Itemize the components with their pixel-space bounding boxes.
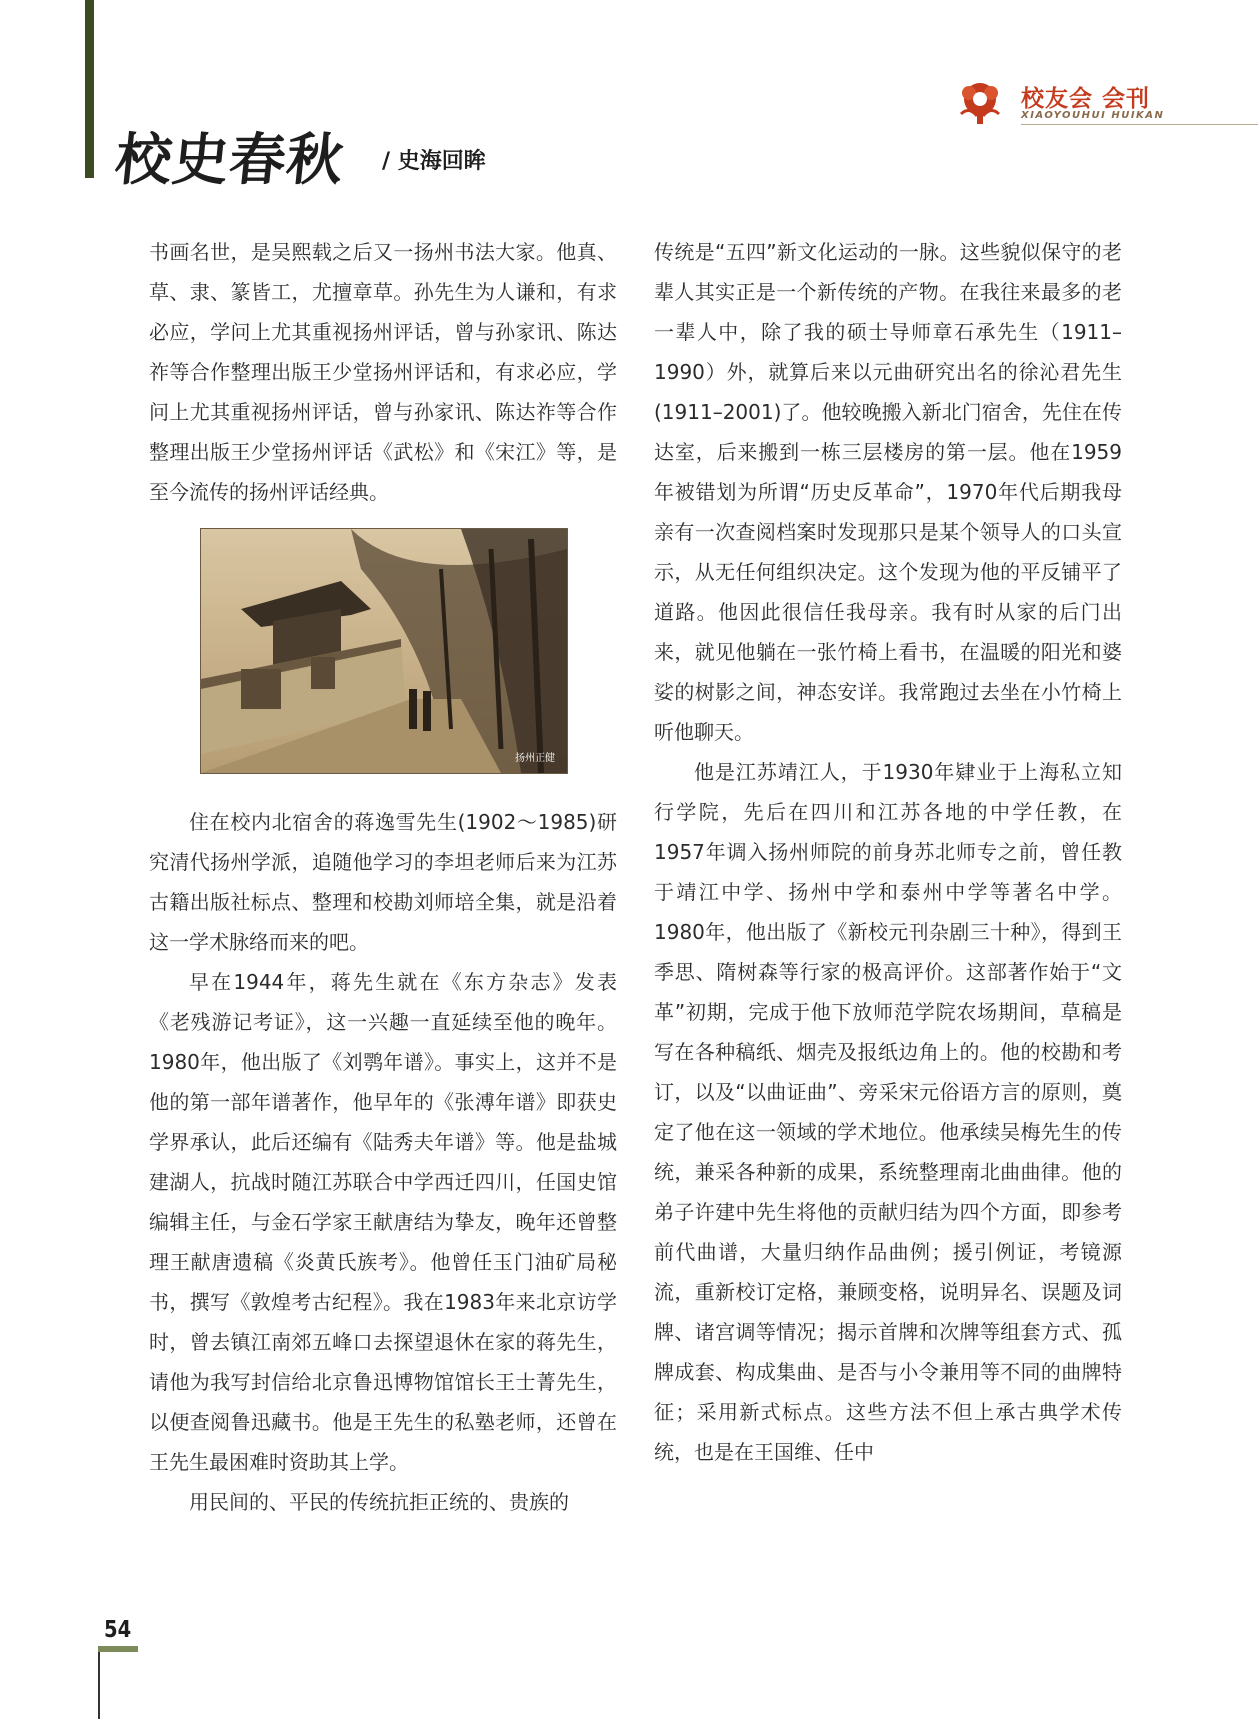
left-paragraph-1: 书画名世，是吴熙载之后又一扬州书法大家。他真、草、隶、篆皆工，尤擅章草。孙先生为人谦和，有求必应，学问上尤其重视扬州评话，曾与孙家讯、陈达祚等合作整理出版王少堂扬州评话和，有求必应，学问上尤其重视扬州评话，曾与孙家讯、陈达祚等合作整理出版王少堂扬州评话《武松》和《宋江》等，是至今流传的扬州评话经典。 <box>149 240 617 504</box>
page-corner-accent <box>98 1646 138 1652</box>
right-paragraph-2: 他是江苏靖江人，于1930年肄业于上海私立知行学院，先后在四川和江苏各地的中学任教，在1957年调入扬州师院的前身苏北师专之前，曾任教于靖江中学、扬州中学和泰州中学等著名中学。1980年，他出版了《新校元刊杂剧三十种》，得到王季思、隋树森等行家的极高评价。这部著作始于“文革”初期，完成于他下放师范学院农场期间，草稿是写在各种稿纸、烟壳及报纸边角上的。他的校勘和考订，以及“以曲证曲”、旁采宋元俗语方言的原则，奠定了他在这一领域的学术地位。他承续吴梅先生的传统，兼采各种新的成果，系统整理南北曲曲律。他的弟子许建中先生将他的贡献归结为四个方面，即参考前代曲谱，大量归纳作品曲例；援引例证，考镜源流，重新校订定格，兼顾变格，说明异名、误题及词牌、诸宫调等情况；揭示首牌和次牌等组套方式、孤牌成套、构成集曲、是否与小令兼用等不同的曲牌特征；采用新式标点。这些方法不但上承古典学术传统，也是在王国维、任中 <box>654 760 1122 1464</box>
alumni-logo-icon <box>955 80 1005 126</box>
left-paragraph-2: 住在校内北宿舍的蒋逸雪先生(1902～1985)研究清代扬州学派，追随他学习的李坦老师后来为江苏古籍出版社标点、整理和校勘刘师培全集，就是沿着这一学术脉络而来的吧。 <box>149 810 617 954</box>
brand-divider <box>1021 124 1258 125</box>
section-title: 校史春秋 <box>112 128 347 193</box>
page-number: 54 <box>104 1617 132 1643</box>
campus-street-photo <box>201 529 567 773</box>
right-column <box>654 232 1122 1472</box>
journal-name: 校友会 会刊 <box>1021 86 1151 112</box>
left-column <box>149 232 617 1522</box>
right-paragraph-1: 传统是“五四”新文化运动的一脉。这些貌似保守的老辈人其实正是一个新传统的产物。在我往来最多的老一辈人中，除了我的硕士导师章石承先生（1911–1990）外，就算后来以元曲研究出名的徐沁君先生(1911–2001)了。他较晚搬入新北门宿舍，先住在传达室，后来搬到一栋三层楼房的第一层。他在1959年被错划为所谓“历史反革命”，1970年代后期我母亲有一次查阅档案时发现那只是某个领导人的口头宣示，从无任何组织决定。这个发现为他的平反铺平了道路。他因此很信任我母亲。我有时从家的后门出来，就见他躺在一张竹椅上看书，在温暖的阳光和婆娑的树影之间，神态安详。我常跑过去坐在小竹椅上听他聊天。 <box>654 240 1122 744</box>
journal-brand <box>955 76 1258 128</box>
section-subtitle: / 史海回眸 <box>382 149 486 174</box>
left-paragraph-4: 用民间的、平民的传统抗拒正统的、贵族的 <box>189 1490 569 1514</box>
journal-pinyin: XIAOYOUHUI HUIKAN <box>1021 110 1165 121</box>
page-corner-line <box>98 1646 100 1719</box>
left-paragraph-3: 早在1944年，蒋先生就在《东方杂志》发表《老残游记考证》，这一兴趣一直延续至他的晚年。1980年，他出版了《刘鹗年谱》。事实上，这并不是他的第一部年谱著作，他早年的《张溥年谱》即获史学界承认，此后还编有《陆秀夫年谱》等。他是盐城建湖人，抗战时随江苏联合中学西迁四川，任国史馆编辑主任，与金石学家王献唐结为挚友，晚年还曾整理王献唐遗稿《炎黄氏族考》。他曾任玉门油矿局秘书，撰写《敦煌考古纪程》。我在1983年来北京访学时，曾去镇江南郊五峰口去探望退休在家的蒋先生，请他为我写封信给北京鲁迅博物馆馆长王士菁先生，以便查阅鲁迅藏书。他是王先生的私塾老师，还曾在王先生最困难时资助其上学。 <box>149 970 617 1474</box>
photo-watermark: 扬州正健 <box>515 753 555 764</box>
header-accent-bar <box>85 0 94 178</box>
historic-photo <box>200 528 568 774</box>
